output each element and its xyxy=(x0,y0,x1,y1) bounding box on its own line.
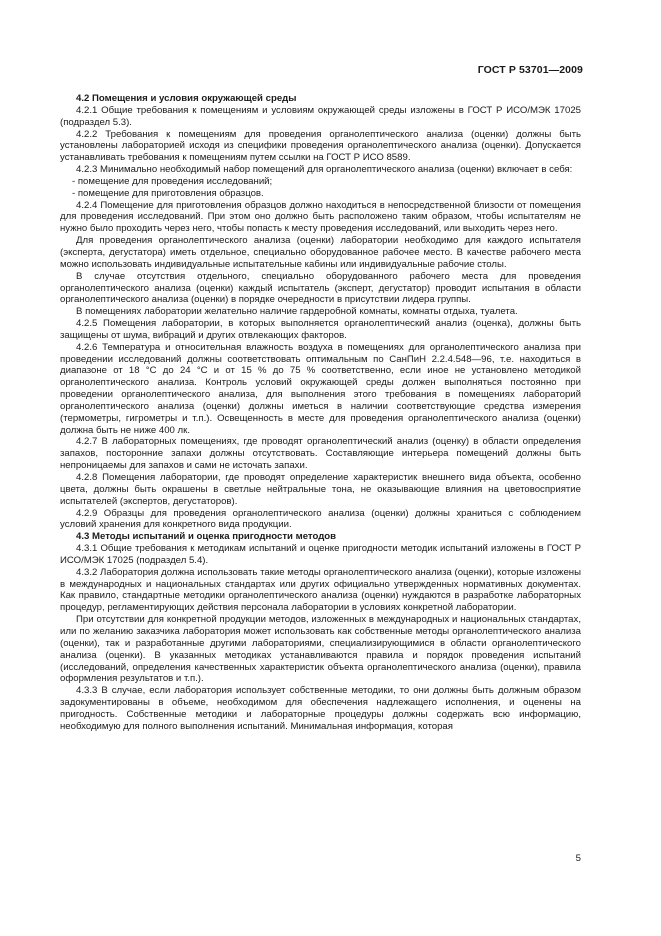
list-item: - помещение для приготовления образцов. xyxy=(72,187,264,199)
paragraph: В случае отсутствия отдельного, специально оборудованного рабочего места для проведения органолептического анализа (оценки) каждый испытатель (эксперт, дегустатор) проводит испытания в области органолептического анализа (оценки) в порядке очередности в присутствии лидера группы. xyxy=(60,270,581,306)
list-item: - помещение для проведения исследований; xyxy=(72,175,273,187)
paragraph: 4.2.3 Минимально необходимый набор помещений для органолептического анализа (оценки) включает в себя: xyxy=(76,164,573,176)
document-body xyxy=(60,93,581,733)
paragraph: При отсутствии для конкретной продукции методов, изложенных в международных и национальных стандартах, или по желанию заказчика лаборатория может использовать как собственные методы органолептического анализа (оценки), так и разработанные другими лабораториями, специализирующимися в области органолептического анализа (оценки). В указанных методиках устанавливаются правила и порядок проведения испытаний (исследований, определения качественных характеристик объекта органолептического анализа (оценки), правила оформления результатов и т.п.). xyxy=(60,614,581,685)
paragraph: Для проведения органолептического анализа (оценки) лаборатории необходимо для каждого испытателя (эксперта, дегустатора) иметь отдельное, специально оборудованное рабочее место. В качестве рабочего места можно использовать индивидуальные испытательные кабины или индивидуальные рабочие столы. xyxy=(60,235,581,270)
paragraph: В помещениях лаборатории желательно наличие гардеробной комнаты, комнаты отдыха, туалета. xyxy=(76,306,518,318)
paragraph: 4.2.5 Помещения лаборатории, в которых выполняется органолептический анализ (оценка), должны быть защищены от шума, вибраций и других отвлекающих факторов. xyxy=(60,318,581,341)
paragraph: 4.2.7 В лабораторных помещениях, где проводят органолептический анализ (оценку) в области определения запахов, посторонние запахи должны отсутствовать. Составляющие интерьера помещений должны быть непроницаемы для запахов и сами не источать запахи. xyxy=(60,436,581,472)
paragraph: 4.2.1 Общие требования к помещениям и условиям окружающей среды изложены в ГОСТ Р ИСО/МЭК 17025 (подраздел 5.3). xyxy=(60,104,581,128)
section-heading: 4.3 Методы испытаний и оценка пригодности методов xyxy=(76,531,337,543)
paragraph: 4.2.9 Образцы для проведения органолептического анализа (оценки) должны храниться с соблюдением условий хранения для конкретного вида продукции. xyxy=(60,507,581,531)
document-code: ГОСТ Р 53701—2009 xyxy=(477,64,583,76)
paragraph: 4.2.4 Помещение для приготовления образцов должно находиться в непосредственной близости от помещения для проведения исследований. При этом оно должно быть расположено таким образом, чтобы испытателям не нужно было проходить через него, чтобы попасть к месту проведения исследований, или выходить через него. xyxy=(60,199,581,235)
paragraph: 4.3.1 Общие требования к методикам испытаний и оценке пригодности методик испытаний изложены в ГОСТ Р ИСО/МЭК 17025 (подраздел 5.4). xyxy=(60,543,581,566)
paragraph: 4.3.2 Лаборатория должна использовать такие методы органолептического анализа (оценки), которые изложены в международных и национальных стандартах или других официально утвержденных нормативных документах. Как правило, стандартные методики органолептического анализа (оценки) нуждаются в разработке лабораторных процедур, регламентирующих действия персонала лаборатории в условиях конкретной лаборатории. xyxy=(60,566,581,614)
paragraph: 4.2.2 Требования к помещениям для проведения органолептического анализа (оценки) должны быть установлены лабораторией исходя из специфики проведения органолептического анализа (оценки). Допускается устанавливать требования к помещениям путем ссылки на ГОСТ Р ИСО 8589. xyxy=(60,128,581,164)
section-heading: 4.2 Помещения и условия окружающей среды xyxy=(76,93,297,104)
page-number: 5 xyxy=(575,853,581,864)
paragraph: 4.2.8 Помещения лаборатории, где проводят определение характеристик внешнего вида объекта, особенно цвета, должны быть окрашены в светлые нейтральные тона, не оказывающие влияния на цветовосприятие испытателей (экспертов, дегустаторов). xyxy=(60,472,581,507)
paragraph: 4.2.6 Температура и относительная влажность воздуха в помещениях для органолептического анализа при проведении исследований должны соответствовать оптимальным по СанПиН 2.2.4.548—96, т.е. находиться в диапазоне от 18 °С до 24 °С и от 15 % до 75 % соответственно, если иное не установлено методикой органолептического анализа. Контроль условий окружающей среды должен выполняться постоянно при проведении органолептического анализа, для выполнения этого требования в помещениях лабораторий органолептического анализа (оценки) должны иметься в наличии соответствующие средства измерения (термометры, гигрометры и т.п.). Освещенность в месте для проведения органолептического анализа (оценки) должна быть не ниже 400 лк. xyxy=(60,341,581,436)
paragraph: 4.3.3 В случае, если лаборатория использует собственные методики, то они должны быть должным образом задокументированы в объеме, необходимом для обеспечения надлежащего исполнения, и оценены на пригодность. Собственные методики и лабораторные процедуры должны содержать всю информацию, необходимую для полного выполнения испытаний. Минимальная информация, которая xyxy=(60,685,581,732)
